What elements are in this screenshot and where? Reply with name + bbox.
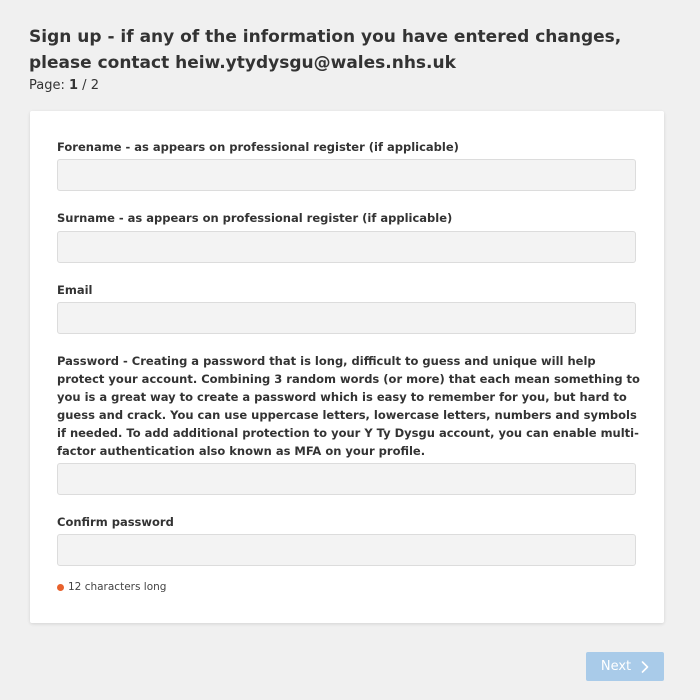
password-requirement-hint	[57, 581, 166, 593]
chevron-right-icon	[641, 661, 649, 673]
page-prefix: Page:	[29, 78, 69, 93]
confirm-password-input[interactable]	[57, 534, 636, 566]
signup-form-card	[30, 111, 664, 623]
confirm-password-label: Confirm password	[57, 515, 174, 529]
page-indicator	[29, 78, 99, 93]
status-dot-icon	[57, 584, 64, 591]
page-current: 1	[68, 78, 79, 93]
password-input[interactable]	[57, 463, 636, 495]
password-label: Password - Creating a password that is long, difficult to guess and unique will help protect your account. Combining 3 random words (or more) that each mean something to you is a great way to create a password which is easy to remember for you, but hard to guess and crack. You can use uppercase letters, lowercase letters, numbers and symbols if needed. To add additional protection to your Y Ty Dysgu account, you can enable multi-factor authentication also known as MFA on your profile.	[57, 354, 640, 458]
password-requirement-text: 12 characters long	[68, 581, 167, 593]
surname-label: Surname - as appears on professional register (if applicable)	[57, 211, 453, 225]
surname-input[interactable]	[57, 231, 636, 263]
forename-label: Forename - as appears on professional register (if applicable)	[57, 140, 459, 154]
next-button[interactable]	[586, 652, 664, 681]
email-label: Email	[57, 283, 93, 297]
page-title: Sign up - if any of the information you have entered changes, please contact heiw.ytydysgu@wales.nhs.uk	[29, 27, 622, 73]
page-total: 2	[90, 78, 99, 93]
page-separator: /	[78, 78, 91, 93]
next-button-label: Next	[600, 659, 632, 674]
email-input[interactable]	[57, 302, 636, 334]
forename-input[interactable]	[57, 159, 636, 191]
